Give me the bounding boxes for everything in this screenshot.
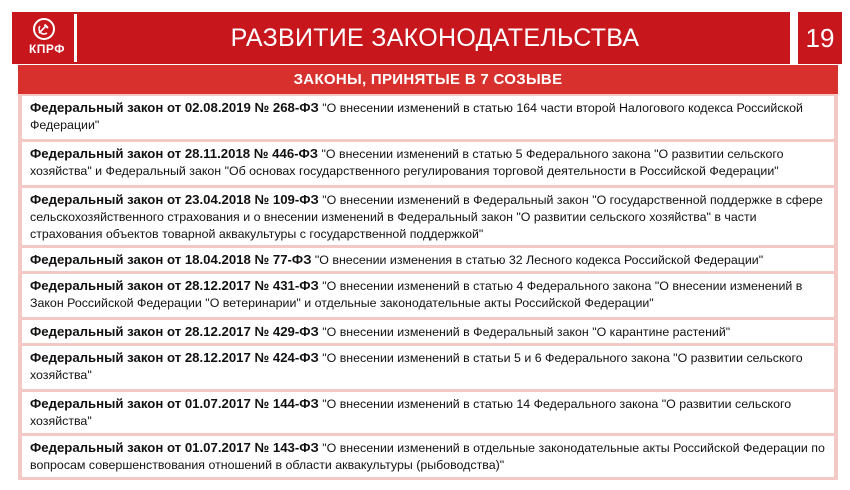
law-description: "О внесении изменений в статьи 5 и 6 Федерального закона "О развитии сельского хозяйства": [30, 351, 803, 382]
page-number: 19: [794, 12, 842, 64]
law-description: "О внесении изменений в отдельные законодательные акты Российской Федерации по вопросам совершенствования отношений в области аквакультуры (рыбоводства)": [30, 441, 825, 472]
law-title: Федеральный закон от 18.04.2018 № 77-ФЗ: [30, 252, 312, 267]
law-title: Федеральный закон от 01.07.2017 № 144-ФЗ: [30, 396, 319, 411]
page-title: РАЗВИТИЕ ЗАКОНОДАТЕЛЬСТВА: [230, 24, 640, 52]
law-description: "О внесении изменений в статью 164 части второй Налогового кодекса Российской Федерации": [30, 101, 803, 132]
table-row: [22, 274, 834, 317]
law-title: Федеральный закон от 28.11.2018 № 446-ФЗ: [30, 146, 319, 161]
law-description: "О внесении изменений в Федеральный закон "О карантине растений": [322, 325, 731, 339]
law-title: Федеральный закон от 02.08.2019 № 268-ФЗ: [30, 100, 319, 115]
party-logo: [20, 14, 77, 62]
law-description: "О внесении изменений в Федеральный закон "О государственной поддержке в сфере сельскохозяйственного страхования и о внесении изменений в Федеральный закон "О развитии сельского хозяйства" в части страхования объектов товарной аквакультуры с государственной поддержкой": [30, 193, 823, 241]
table-heading: ЗАКОНЫ, ПРИНЯТЫЕ В 7 СОЗЫВЕ: [18, 65, 838, 94]
table-row: [22, 142, 834, 185]
law-title: Федеральный закон от 28.12.2017 № 424-ФЗ: [30, 350, 319, 365]
law-title: Федеральный закон от 23.04.2018 № 109-ФЗ: [30, 192, 319, 207]
table-row: [22, 436, 834, 477]
law-title: Федеральный закон от 01.07.2017 № 143-ФЗ: [30, 440, 319, 455]
law-title: Федеральный закон от 28.12.2017 № 431-ФЗ: [30, 278, 319, 293]
table-row: [22, 320, 834, 343]
law-description: "О внесении изменений в статью 14 Федерального закона "О развитии сельского хозяйства": [30, 397, 792, 428]
logo-text: КПРФ: [28, 42, 66, 56]
table-row: [22, 188, 834, 245]
hammer-sickle-icon: [33, 18, 55, 40]
table-row: [22, 346, 834, 389]
law-description: "О внесении изменений в статью 4 Федерального закона "О внесении изменений в Закон Российской Федерации "О ветеринарии" и отдельные законодательные акты Российской Федерации": [30, 279, 803, 310]
law-description: "О внесении изменений в статью 5 Федерального закона "О развитии сельского хозяйства" и Федеральный закон "Об основах государственного регулирования торговой деятельности в Российской Федерации": [30, 147, 784, 178]
law-description: "О внесении изменения в статью 32 Лесного кодекса Российской Федерации": [314, 253, 764, 267]
table-row: [22, 392, 834, 433]
law-title: Федеральный закон от 28.12.2017 № 429-ФЗ: [30, 324, 319, 339]
table-row: [22, 248, 834, 271]
table-row: [22, 96, 834, 139]
